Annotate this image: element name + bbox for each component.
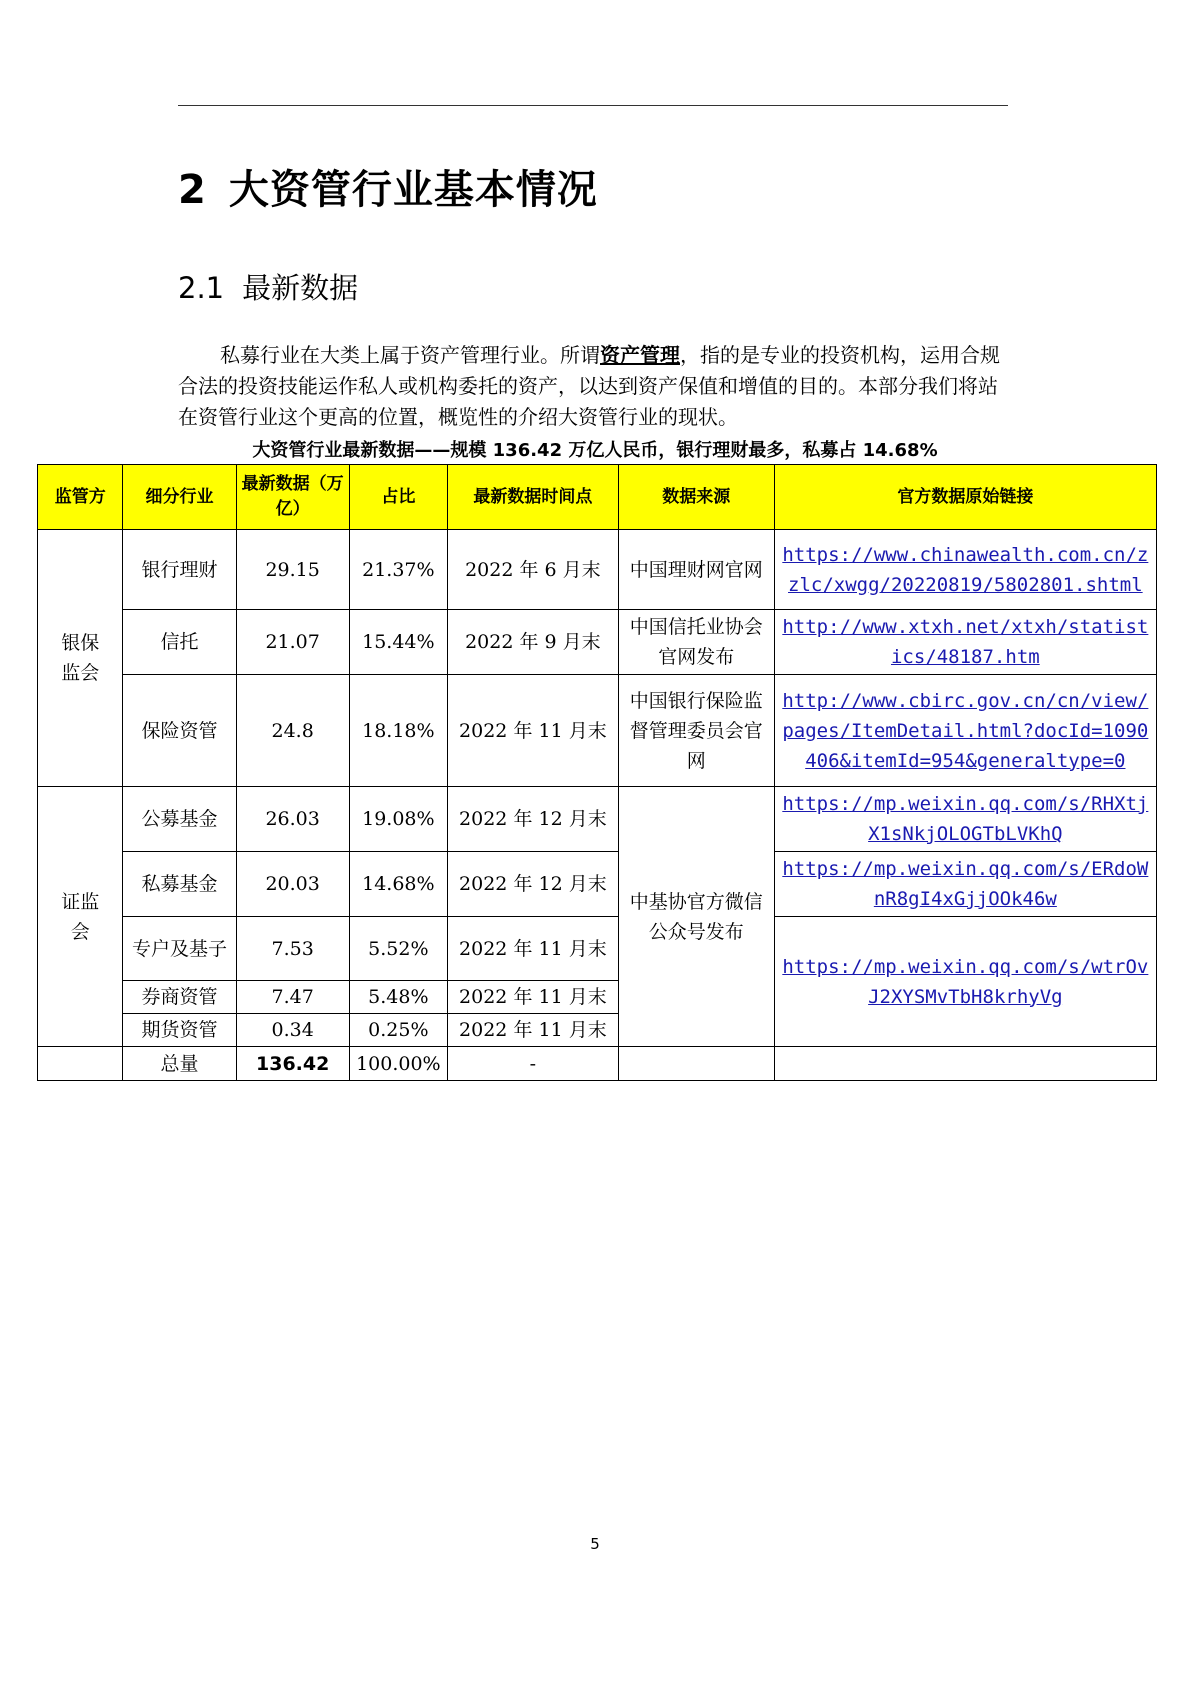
total-link-empty <box>774 1047 1156 1081</box>
time-cell: 2022 年 11 月末 <box>447 1014 618 1047</box>
chapter-number: 2 <box>178 167 207 213</box>
time-cell: 2022 年 6 月末 <box>447 530 618 610</box>
header-value: 最新数据（万亿） <box>236 465 349 530</box>
table-row <box>38 917 1157 981</box>
table-row <box>38 787 1157 852</box>
value-cell: 7.53 <box>236 917 349 981</box>
industry-cell: 专户及基子 <box>123 917 236 981</box>
paragraph-text-2: ，指的是专业的投资机构，运用合规合法的投资技能运作私人或机构委托的资产，以达到资产保值和增值的目的。本部分我们将站在资管行业这个更高的位置，概览性的介绍大资管行业的现状。 <box>178 343 1000 429</box>
source-link[interactable]: https://mp.weixin.qq.com/s/RHXtjX1sNkjOLOGTbLVKhQ <box>774 787 1156 852</box>
chapter-heading <box>178 158 598 215</box>
header-regulator: 监管方 <box>38 465 123 530</box>
total-label: 总量 <box>123 1047 236 1081</box>
total-value: 136.42 <box>236 1047 349 1081</box>
paragraph-text-1: 私募行业在大类上属于资产管理行业。所谓 <box>220 343 600 367</box>
table-row <box>38 675 1157 787</box>
total-time: - <box>447 1047 618 1081</box>
ratio-cell: 5.52% <box>349 917 447 981</box>
table-row <box>38 530 1157 610</box>
value-cell: 24.8 <box>236 675 349 787</box>
source-link[interactable]: http://www.xtxh.net/xtxh/statistics/48187.htm <box>774 610 1156 675</box>
section-heading <box>178 266 358 307</box>
chapter-title: 大资管行业基本情况 <box>228 167 598 213</box>
asset-management-table <box>37 464 1157 1081</box>
source-cell: 中国信托业协会官网发布 <box>618 610 774 675</box>
time-cell: 2022 年 12 月末 <box>447 787 618 852</box>
ratio-cell: 15.44% <box>349 610 447 675</box>
asset-management-keyword: 资产管理 <box>600 343 680 367</box>
header-industry: 细分行业 <box>123 465 236 530</box>
section-title: 最新数据 <box>242 271 359 305</box>
source-cell: 中国理财网官网 <box>618 530 774 610</box>
page-number: 5 <box>590 1535 600 1553</box>
source-cell: 中国银行保险监督管理委员会官网 <box>618 675 774 787</box>
header-rule <box>178 105 1008 106</box>
industry-cell: 保险资管 <box>123 675 236 787</box>
section-number: 2.1 <box>178 271 225 305</box>
regulator-csrc: 证监会 <box>38 787 123 1047</box>
value-cell: 0.34 <box>236 1014 349 1047</box>
time-cell: 2022 年 11 月末 <box>447 981 618 1014</box>
ratio-cell: 0.25% <box>349 1014 447 1047</box>
total-ratio: 100.00% <box>349 1047 447 1081</box>
value-cell: 29.15 <box>236 530 349 610</box>
table-row <box>38 852 1157 917</box>
total-source-empty <box>618 1047 774 1081</box>
table-caption: 大资管行业最新数据——规模 136.42 万亿人民币，银行理财最多，私募占 14.68% <box>252 440 938 461</box>
header-ratio: 占比 <box>349 465 447 530</box>
ratio-cell: 19.08% <box>349 787 447 852</box>
value-cell: 21.07 <box>236 610 349 675</box>
header-time: 最新数据时间点 <box>447 465 618 530</box>
table-row <box>38 610 1157 675</box>
industry-cell: 公募基金 <box>123 787 236 852</box>
industry-cell: 银行理财 <box>123 530 236 610</box>
industry-cell: 信托 <box>123 610 236 675</box>
source-cell: 中基协官方微信公众号发布 <box>618 787 774 1047</box>
ratio-cell: 18.18% <box>349 675 447 787</box>
intro-paragraph <box>178 340 1008 433</box>
value-cell: 26.03 <box>236 787 349 852</box>
industry-cell: 期货资管 <box>123 1014 236 1047</box>
time-cell: 2022 年 9 月末 <box>447 610 618 675</box>
table-header-row <box>38 465 1157 530</box>
source-link[interactable]: https://mp.weixin.qq.com/s/wtrOvJ2XYSMvTbH8krhyVg <box>774 917 1156 1047</box>
ratio-cell: 5.48% <box>349 981 447 1014</box>
total-row <box>38 1047 1157 1081</box>
industry-cell: 私募基金 <box>123 852 236 917</box>
value-cell: 20.03 <box>236 852 349 917</box>
source-link[interactable]: http://www.cbirc.gov.cn/cn/view/pages/ItemDetail.html?docId=1090406&itemId=954&generaltype=0 <box>774 675 1156 787</box>
header-source: 数据来源 <box>618 465 774 530</box>
header-link: 官方数据原始链接 <box>774 465 1156 530</box>
total-regulator-empty <box>38 1047 123 1081</box>
time-cell: 2022 年 11 月末 <box>447 675 618 787</box>
ratio-cell: 14.68% <box>349 852 447 917</box>
source-link[interactable]: https://www.chinawealth.com.cn/zzlc/xwgg/20220819/5802801.shtml <box>774 530 1156 610</box>
industry-cell: 券商资管 <box>123 981 236 1014</box>
value-cell: 7.47 <box>236 981 349 1014</box>
ratio-cell: 21.37% <box>349 530 447 610</box>
source-link[interactable]: https://mp.weixin.qq.com/s/ERdoWnR8gI4xGjjOOk46w <box>774 852 1156 917</box>
regulator-cbirc: 银保监会 <box>38 530 123 787</box>
time-cell: 2022 年 11 月末 <box>447 917 618 981</box>
time-cell: 2022 年 12 月末 <box>447 852 618 917</box>
